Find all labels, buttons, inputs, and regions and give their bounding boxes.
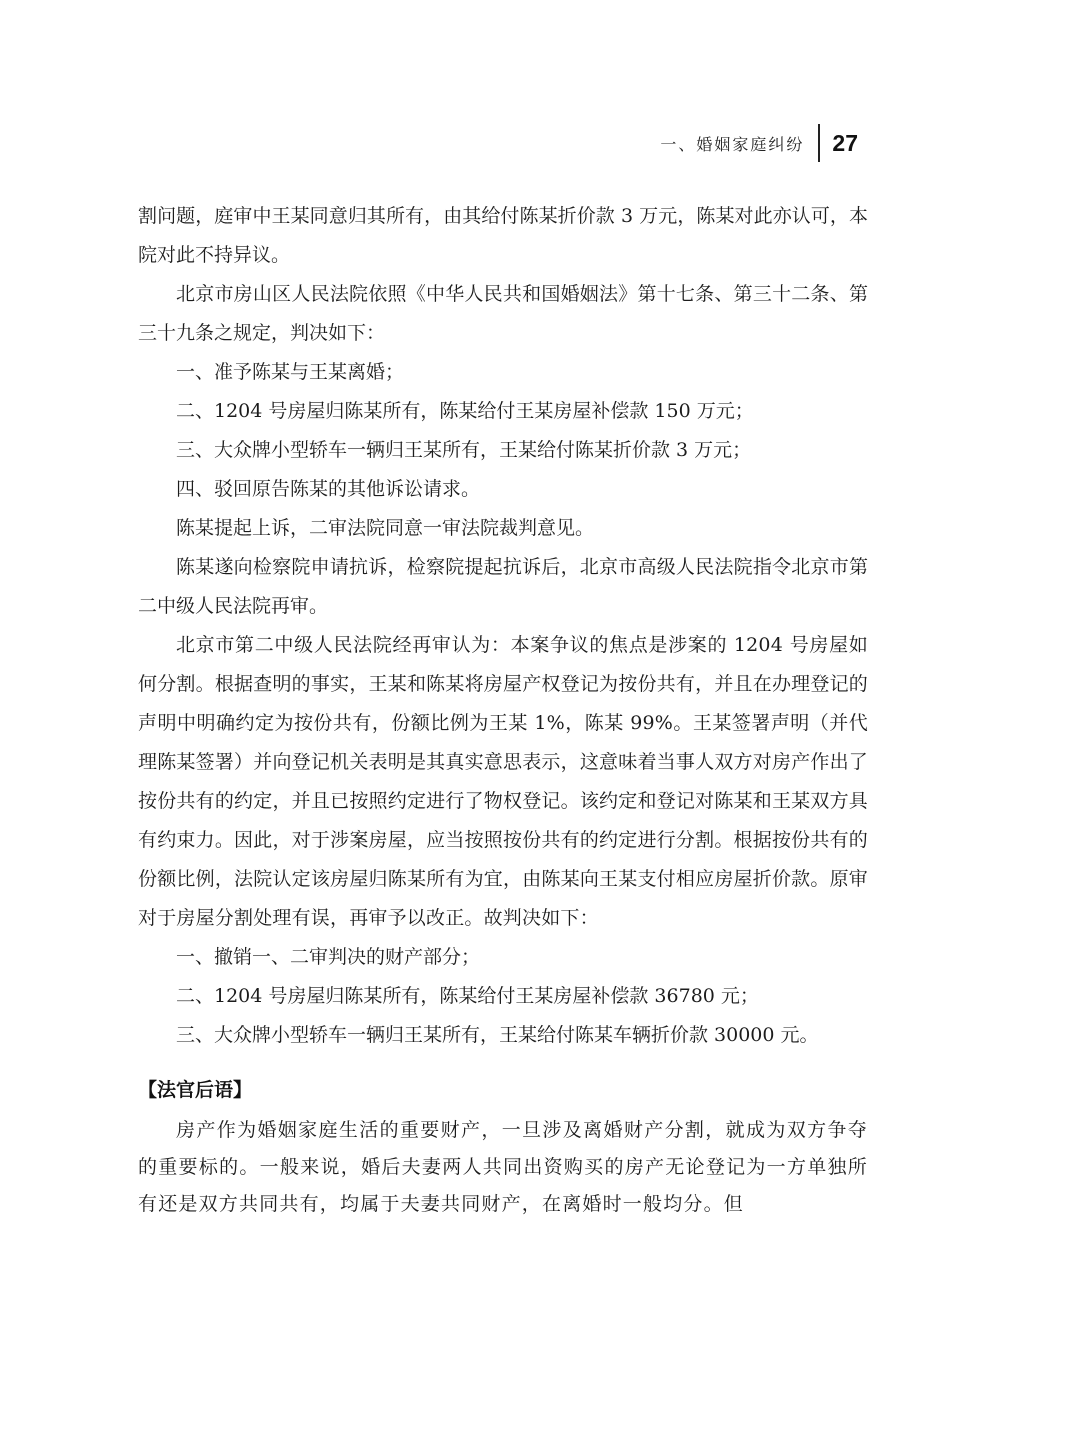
page-number: 27 (832, 129, 858, 156)
paragraph: 北京市房山区人民法院依照《中华人民共和国婚姻法》第十七条、第三十二条、第三十九条之规定，判决如下： (138, 283, 868, 344)
commentary-paragraph: 房产作为婚姻家庭生活的重要财产，一旦涉及离婚财产分割，就成为双方争夺的重要标的。一般来说，婚后夫妻两人共同出资购买的房产无论登记为一方单独所有还是双方共同共有，均属于夫妻共同财产，在离婚时一般均分。但 (138, 1119, 868, 1215)
paragraph: 割问题，庭审中王某同意归其所有，由其给付陈某折价款 3 万元，陈某对此亦认可，本院对此不持异议。 (138, 205, 868, 266)
paragraph: 陈某提起上诉，二审法院同意一审法院裁判意见。 (176, 517, 595, 539)
chapter-title: 一、婚姻家庭纠纷 (660, 134, 805, 154)
body-text (138, 197, 868, 1223)
judgment-item: 一、准予陈某与王某离婚； (176, 361, 405, 383)
judgment-item: 一、撤销一、二审判决的财产部分； (176, 946, 481, 968)
judgment-item: 三、大众牌小型轿车一辆归王某所有，王某给付陈某车辆折价款 30000 元。 (176, 1024, 819, 1046)
judgment-item: 三、大众牌小型轿车一辆归王某所有，王某给付陈某折价款 3 万元； (176, 439, 752, 461)
judgment-item: 二、1204 号房屋归陈某所有，陈某给付王某房屋补偿款 36780 元； (176, 985, 759, 1007)
judgment-item: 四、驳回原告陈某的其他诉讼请求。 (176, 478, 481, 500)
judgment-item: 二、1204 号房屋归陈某所有，陈某给付王某房屋补偿款 150 万元； (176, 400, 754, 422)
section-heading: 【法官后语】 (138, 1079, 253, 1101)
paragraph: 北京市第二中级人民法院经再审认为：本案争议的焦点是涉案的 1204 号房屋如何分割。根据查明的事实，王某和陈某将房屋产权登记为按份共有，并且在办理登记的声明中明确约定为按份共有，份额比例为王某 1%，陈某 99%。王某签署声明（并代理陈某签署）并向登记机关表明是其真实意思表示，这意味着当事人双方对房产作出了按份共有的约定，并且已按照约定进行了物权登记。该约定和登记对陈某和王某双方具有约束力。因此，对于涉案房屋，应当按照按份共有的约定进行分割。根据按份共有的份额比例，法院认定该房屋归陈某所有为宜，由陈某向王某支付相应房屋折价款。原审对于房屋分割处理有误，再审予以改正。故判决如下： (138, 634, 868, 929)
paragraph: 陈某遂向检察院申请抗诉，检察院提起抗诉后，北京市高级人民法院指令北京市第二中级人民法院再审。 (138, 556, 868, 617)
running-head (660, 124, 858, 162)
